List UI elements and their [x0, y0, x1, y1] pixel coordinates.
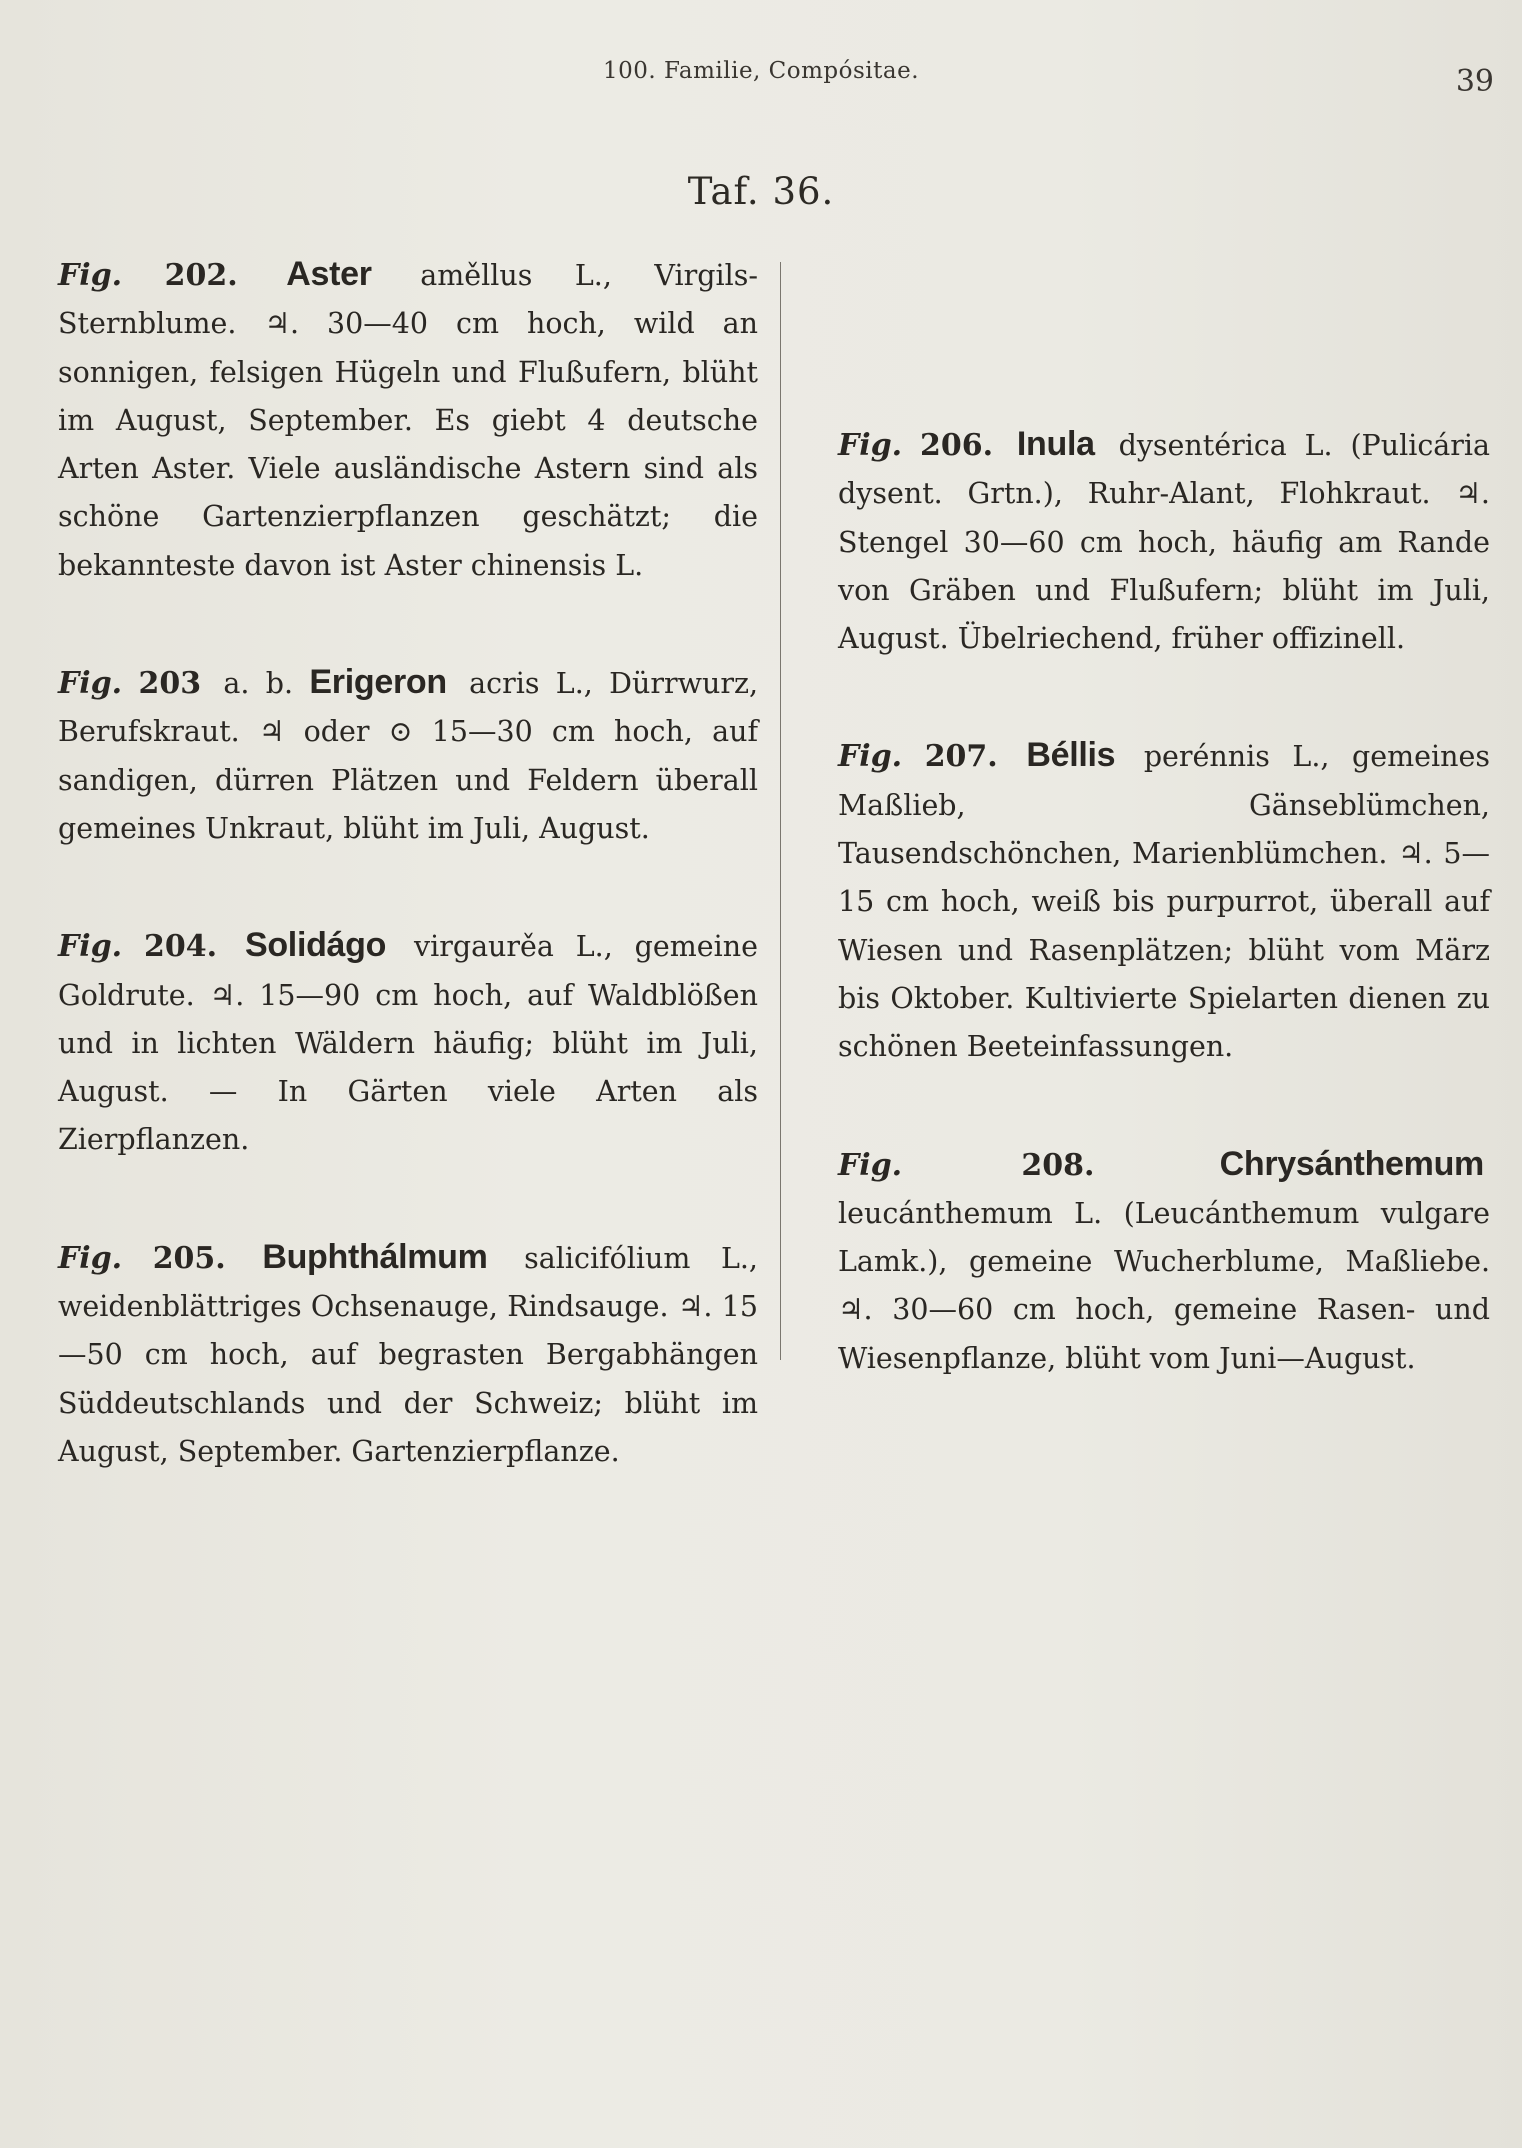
genus-name: Aster [286, 255, 372, 293]
genus-name: Erigeron [309, 663, 447, 702]
genus-name: Buphthálmum [262, 1237, 488, 1276]
running-head: 100. Familie, Compósitae. [602, 58, 920, 84]
fig-number: 207. [924, 739, 998, 775]
fig-label: Fig. [838, 1147, 903, 1183]
fig-label: Fig. [838, 428, 903, 463]
plate-title: Taf. 36. [687, 170, 835, 213]
fig-number: 205. [152, 1240, 226, 1276]
genus-name: Inula [1016, 425, 1095, 463]
entry-text: acris L., Dürrwurz, Berufskraut. ♃ oder ⊙ 15—30 cm hoch, auf sandigen, dürren Plätzen und Feldern überall gemeines Unkraut, blüht im Juli, August. [58, 667, 759, 845]
entry-fig-203 [58, 658, 758, 853]
entry-text: perénnis L., gemeines Maßlieb, Gänseblümchen, Tausendschönchen, Marienblümchen. ♃. 5—15 cm hoch, weiß bis purpurrot, überall auf Wiesen und Rasenplätzen; blüht vom März bis Oktober. Kultivierte Spielarten dienen zu schönen Beeteinfassungen. [838, 740, 1490, 1064]
entry-text: salicifólium L., weidenblättriges Ochsenauge, Rindsauge. ♃. 15—50 cm hoch, auf begrasten Bergabhängen Süddeutschlands und der Schweiz; blüht im August, September. Gartenzierpflanze. [58, 1241, 758, 1468]
entry-fig-206 [838, 420, 1490, 663]
entry-fig-202 [58, 250, 758, 590]
genus-name: Béllis [1026, 736, 1116, 775]
fig-number: 206. [919, 428, 994, 463]
fig-number: 202. [164, 258, 238, 293]
right-column [838, 420, 1490, 1383]
entry-text: leucánthemum L. (Leucánthemum vulgare Lamk.), gemeine Wucherblume, Maßliebe. ♃. 30—60 cm hoch, gemeine Rasen- und Wiesenpflanze, blüht vom Juni—August. [838, 1196, 1490, 1375]
fig-number: 208. [1021, 1147, 1095, 1183]
entry-text: dysentérica L. (Pulicária dysent. Grtn.), Ruhr-Alant, Flohkraut. ♃. Stengel 30—60 cm hoch, häufig am Rande von Gräben und Flußufern; blüht im Juli, August. Übelriechend, früher offizinell. [838, 429, 1491, 656]
column-divider [780, 262, 781, 1360]
entry-fig-204 [58, 921, 758, 1164]
genus-name: Chrysánthemum [1219, 1144, 1484, 1183]
genus-name: Solidágo [244, 926, 387, 965]
fig-label: Fig. [58, 929, 123, 965]
fig-label: Fig. [58, 258, 123, 293]
entry-text: virgaurěa L., gemeine Goldrute. ♃. 15—90 cm hoch, auf Waldblößen und in lichten Wäldern häufig; blüht im Juli, August. — In Gärten viele Arten als Zierpflanzen. [58, 930, 759, 1157]
fig-number: 204. [144, 929, 218, 965]
entry-fig-205 [58, 1233, 758, 1476]
fig-number: 203 [138, 666, 202, 702]
left-column [58, 250, 758, 1476]
fig-label: Fig. [838, 739, 903, 775]
entry-fig-208 [838, 1140, 1490, 1383]
fig-label: Fig. [58, 1240, 123, 1276]
page-number: 39 [1455, 64, 1494, 99]
entry-fig-207 [838, 731, 1490, 1071]
fig-label: Fig. [58, 666, 123, 702]
fig-subparts: a. b. [223, 667, 294, 701]
entry-text: aměllus L., Virgils-Sternblume. ♃. 30—40 cm hoch, wild an sonnigen, felsigen Hügeln und Flußufern, blüht im August, September. Es giebt 4 deutsche Arten Aster. Viele ausländische Astern sind als schöne Gartenzierpflanzen geschätzt; die bekannteste davon ist Aster chinensis L. [58, 259, 758, 582]
